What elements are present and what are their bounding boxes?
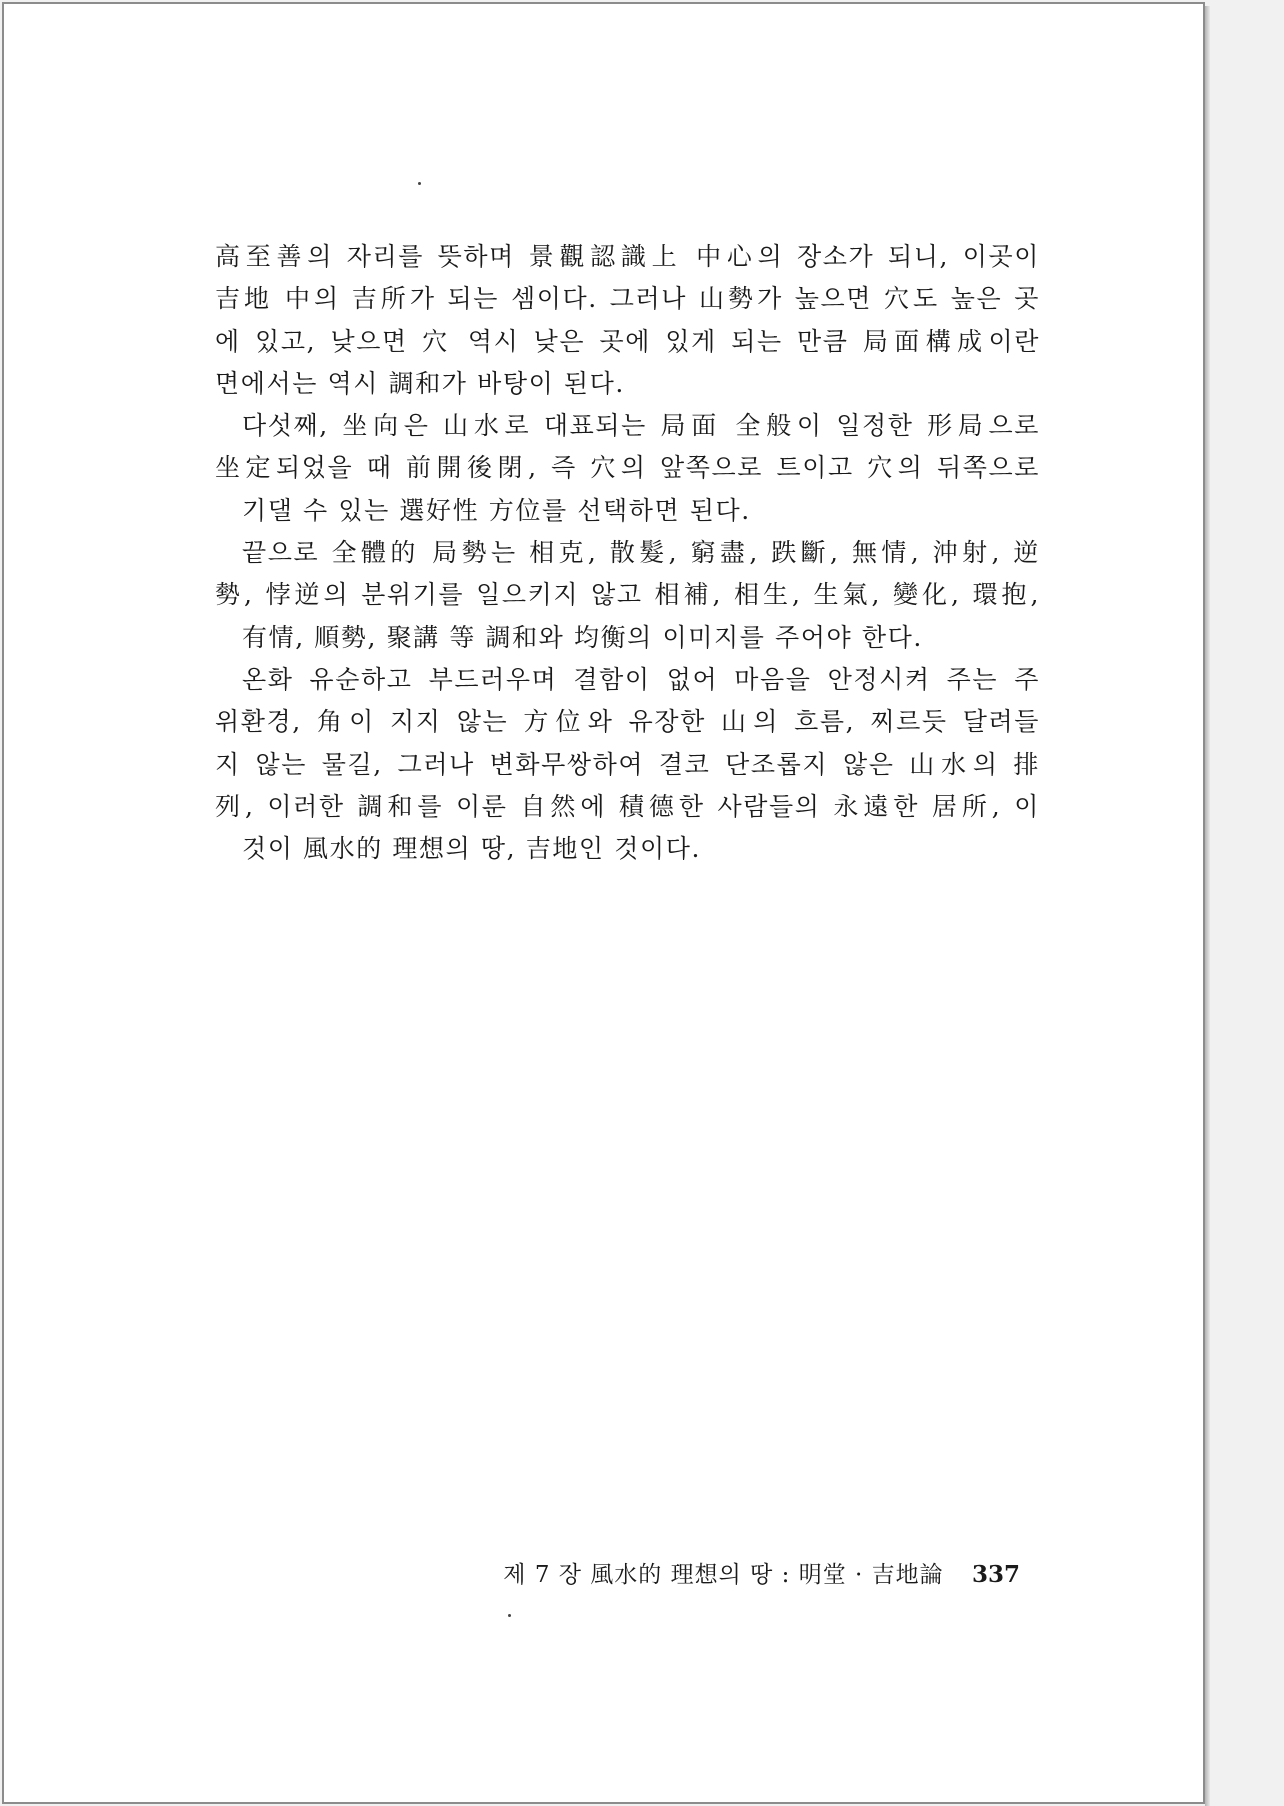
paragraph bbox=[215, 236, 1040, 405]
paragraph bbox=[215, 659, 1040, 870]
scan-speck bbox=[508, 1614, 511, 1617]
text-line: 勢, 悖逆의 분위기를 일으키지 않고 相補, 相生, 生氣, 變化, 環抱, bbox=[215, 580, 1040, 610]
text-line: 기댈 수 있는 選好性 方位를 선택하면 된다. bbox=[242, 495, 751, 525]
body-text bbox=[215, 236, 1040, 870]
text-line: 지 않는 물길, 그러나 변화무쌍하여 결코 단조롭지 않은 山水의 排 bbox=[215, 749, 1040, 779]
paragraph bbox=[215, 405, 1040, 532]
text-line: 有情, 順勢, 聚講 等 調和와 均衡의 이미지를 주어야 한다. bbox=[242, 622, 923, 652]
scan-speck bbox=[418, 182, 421, 185]
text-line: 다섯째, 坐向은 山水로 대표되는 局面 全般이 일정한 形局으로 bbox=[242, 411, 1040, 441]
text-line: 에 있고, 낮으면 穴 역시 낮은 곳에 있게 되는 만큼 局面構成이란 bbox=[215, 326, 1040, 356]
text-line: 온화 유순하고 부드러우며 결함이 없어 마음을 안정시켜 주는 주 bbox=[242, 664, 1040, 694]
page-number: 337 bbox=[971, 1561, 1020, 1588]
text-line: 끝으로 全體的 局勢는 相克, 散髮, 窮盡, 跌斷, 無情, 沖射, 逆 bbox=[242, 538, 1040, 568]
text-line: 吉地 中의 吉所가 되는 셈이다. 그러나 山勢가 높으면 穴도 높은 곳 bbox=[215, 284, 1040, 314]
text-line: 위환경, 角이 지지 않는 方位와 유장한 山의 흐름, 찌르듯 달려들 bbox=[215, 707, 1040, 737]
text-line: 면에서는 역시 調和가 바탕이 된다. bbox=[215, 368, 625, 398]
paragraph bbox=[215, 532, 1040, 659]
page-edge-shadow bbox=[1205, 6, 1210, 1806]
running-head: 제 7 장 風水的 理想의 땅 : 明堂 · 吉地論 bbox=[503, 1562, 944, 1588]
text-line: 것이 風水的 理想의 땅, 吉地인 것이다. bbox=[242, 834, 702, 864]
page-footer bbox=[503, 1556, 1020, 1589]
text-line: 高至善의 자리를 뜻하며 景觀認識上 中心의 장소가 되니, 이곳이 bbox=[215, 242, 1040, 271]
text-line: 坐定되었을 때 前開後閉, 즉 穴의 앞쪽으로 트이고 穴의 뒤쪽으로 bbox=[215, 453, 1040, 483]
text-line: 列, 이러한 調和를 이룬 自然에 積德한 사람들의 永遠한 居所, 이 bbox=[215, 791, 1040, 821]
